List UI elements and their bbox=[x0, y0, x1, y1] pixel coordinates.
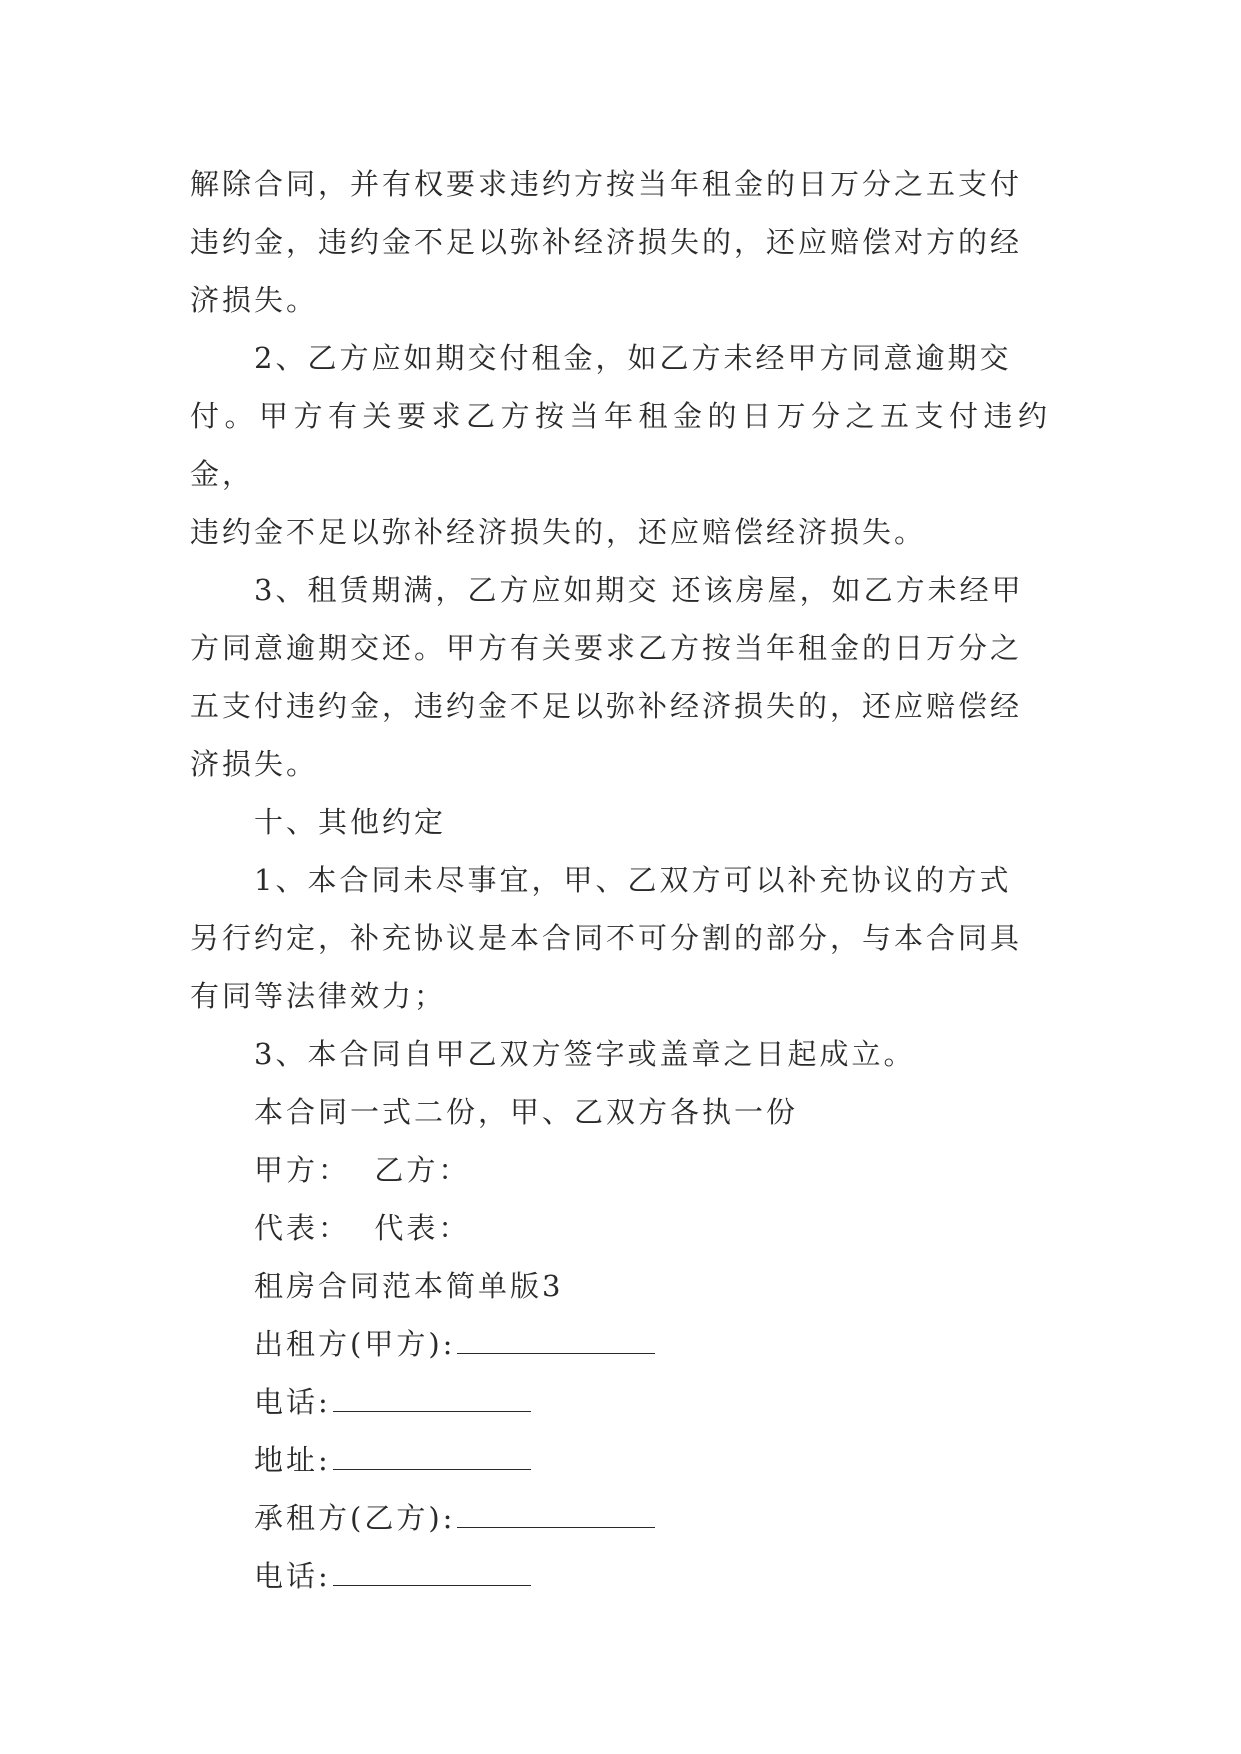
section-heading-other-terms bbox=[190, 793, 1050, 851]
paragraph-termination-penalty bbox=[190, 155, 1050, 329]
lessee-field bbox=[190, 1489, 1050, 1547]
lessor-address-blank[interactable] bbox=[333, 1435, 531, 1470]
lessor-label: 出租方(甲方): bbox=[254, 1327, 456, 1361]
party-signature-line: 甲方： 乙方： bbox=[254, 1153, 471, 1187]
lessee-phone-field bbox=[190, 1547, 1050, 1605]
text-line: 违约金不足以弥补经济损失的，还应赔偿经济损失。 bbox=[190, 515, 927, 549]
lessor-blank[interactable] bbox=[457, 1319, 655, 1354]
lessee-blank[interactable] bbox=[457, 1493, 655, 1528]
text-line: 3、租赁期满，乙方应如期交 还该房屋，如乙方未经甲 bbox=[254, 573, 1024, 607]
text-line: 另行约定，补充协议是本合同不可分割的部分，与本合同具 bbox=[190, 921, 1023, 955]
text-line: 违约金，违约金不足以弥补经济损失的，还应赔偿对方的经 bbox=[190, 225, 1023, 259]
text-line: 十、其他约定 bbox=[254, 805, 447, 839]
lessor-phone-label: 电话: bbox=[254, 1385, 331, 1419]
lessor-phone-blank[interactable] bbox=[333, 1377, 531, 1412]
lessor-phone-field bbox=[190, 1373, 1050, 1431]
representative-signature-line: 代表： 代表： bbox=[254, 1211, 471, 1245]
paragraph-supplementary-agreement bbox=[190, 851, 1050, 1025]
copies-statement: 本合同一式二份，甲、乙双方各执一份 bbox=[254, 1095, 799, 1129]
lessor-address-field bbox=[190, 1431, 1050, 1489]
paragraph-lease-expiry bbox=[190, 561, 1050, 793]
lessor-address-label: 地址: bbox=[254, 1443, 331, 1477]
text-line: 付。甲方有关要求乙方按当年租金的日万分之五支付违约金， bbox=[190, 399, 1050, 491]
text-line: 2、乙方应如期交付租金，如乙方未经甲方同意逾期交 bbox=[254, 341, 1012, 375]
text-line: 1、本合同未尽事宜，甲、乙双方可以补充协议的方式 bbox=[254, 863, 1012, 897]
lessee-label: 承租方(乙方): bbox=[254, 1501, 456, 1535]
text-line: 解除合同，并有权要求违约方按当年租金的日万分之五支付 bbox=[190, 167, 1023, 201]
text-line: 济损失。 bbox=[190, 747, 319, 781]
text-line: 济损失。 bbox=[190, 283, 319, 317]
document-body bbox=[190, 155, 1050, 1605]
contract-title-3: 租房合同范本简单版3 bbox=[254, 1269, 564, 1303]
paragraph-rent-payment bbox=[190, 329, 1050, 561]
text-line: 五支付违约金，违约金不足以弥补经济损失的，还应赔偿经 bbox=[190, 689, 1023, 723]
text-line: 方同意逾期交还。甲方有关要求乙方按当年租金的日万分之 bbox=[190, 631, 1023, 665]
lessor-field bbox=[190, 1315, 1050, 1373]
text-line: 有同等法律效力； bbox=[190, 979, 447, 1013]
lessee-phone-blank[interactable] bbox=[333, 1551, 531, 1586]
lessee-phone-label: 电话: bbox=[254, 1559, 331, 1593]
clause-effective-date: 3、本合同自甲乙双方签字或盖章之日起成立。 bbox=[254, 1037, 916, 1071]
